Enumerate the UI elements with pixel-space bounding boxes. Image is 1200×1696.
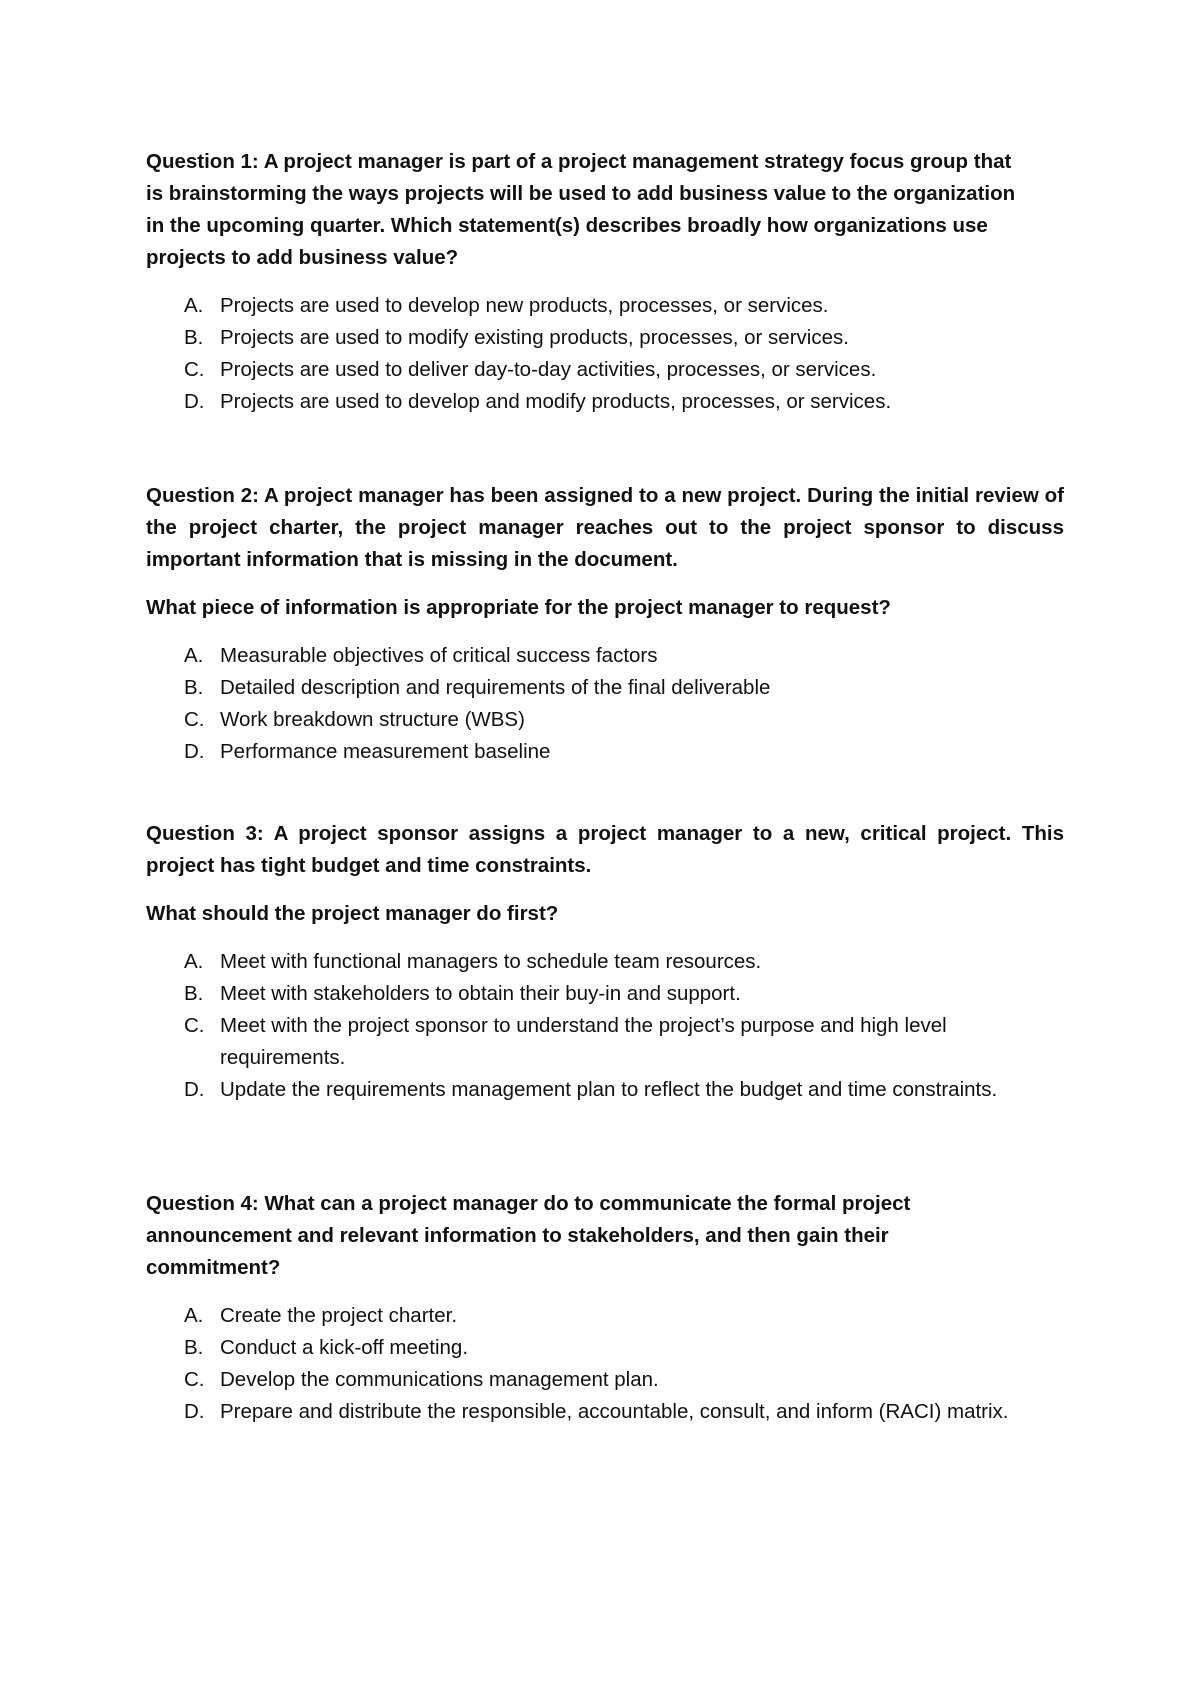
- option-text: Projects are used to develop and modify products, processes, or services.: [220, 390, 892, 413]
- option-text: Work breakdown structure (WBS): [220, 708, 525, 731]
- option-letter: A.: [184, 644, 204, 667]
- answer-option: [146, 1332, 1066, 1364]
- answer-option: [146, 978, 1066, 1010]
- option-text: Meet with functional managers to schedule team resources.: [220, 950, 762, 973]
- answer-option: [146, 1010, 1066, 1074]
- option-text: Develop the communications management plan.: [220, 1368, 659, 1391]
- answer-option: [146, 322, 1066, 354]
- option-text: Detailed description and requirements of the final deliverable: [220, 676, 771, 699]
- option-text: Projects are used to deliver day-to-day activities, processes, or services.: [220, 358, 877, 381]
- answer-options: [146, 290, 1066, 418]
- option-text: Conduct a kick-off meeting.: [220, 1336, 469, 1359]
- option-letter: A.: [184, 294, 204, 317]
- question-text: Question 1: A project manager is part of a project management strategy focus group that is brainstorming the ways projects will be used to add business value to the organization in the upcoming quarter. Which statement(s) describes broadly how organizations use projects to add business value?: [146, 150, 1016, 269]
- answer-option: [146, 290, 1066, 322]
- option-text: Performance measurement baseline: [220, 740, 551, 763]
- option-text: Update the requirements management plan to reflect the budget and time constraints.: [220, 1078, 998, 1101]
- option-letter: C.: [184, 708, 205, 731]
- option-letter: B.: [184, 982, 204, 1005]
- option-letter: A.: [184, 950, 204, 973]
- question-prompt: What piece of information is appropriate for the project manager to request?: [146, 596, 891, 619]
- question-2: [146, 480, 1066, 768]
- option-letter: B.: [184, 676, 204, 699]
- answer-option: [146, 736, 1066, 768]
- answer-option: [146, 704, 1066, 736]
- answer-options: [146, 1300, 1066, 1428]
- option-letter: C.: [184, 358, 205, 381]
- question-4: [146, 1188, 1066, 1428]
- option-text: Projects are used to modify existing products, processes, or services.: [220, 326, 849, 349]
- option-letter: D.: [184, 1078, 205, 1101]
- option-letter: A.: [184, 1304, 204, 1327]
- option-text: Prepare and distribute the responsible, accountable, consult, and inform (RACI) matrix.: [220, 1400, 1009, 1423]
- option-text: Meet with stakeholders to obtain their buy-in and support.: [220, 982, 741, 1005]
- option-letter: C.: [184, 1368, 205, 1391]
- question-3: [146, 818, 1066, 1106]
- question-text: Question 3: A project sponsor assigns a project manager to a new, critical project. This project has tight budget and time constraints.: [146, 822, 1064, 877]
- answer-option: [146, 354, 1066, 386]
- question-1: [146, 146, 1066, 418]
- option-letter: D.: [184, 1400, 205, 1423]
- option-letter: B.: [184, 1336, 204, 1359]
- answer-option: [146, 672, 1066, 704]
- answer-option: [146, 1300, 1066, 1332]
- answer-options: [146, 946, 1066, 1106]
- answer-options: [146, 640, 1066, 768]
- option-text: Meet with the project sponsor to understand the project’s purpose and high level requirements.: [220, 1014, 947, 1069]
- option-text: Measurable objectives of critical success factors: [220, 644, 658, 667]
- answer-option: [146, 640, 1066, 672]
- answer-option: [146, 1364, 1066, 1396]
- option-letter: D.: [184, 390, 205, 413]
- option-text: Create the project charter.: [220, 1304, 458, 1327]
- answer-option: [146, 1074, 1066, 1106]
- question-prompt: What should the project manager do first?: [146, 902, 559, 925]
- answer-option: [146, 946, 1066, 978]
- question-text: Question 4: What can a project manager do to communicate the formal project announcement and relevant information to stakeholders, and then gain their commitment?: [146, 1192, 911, 1279]
- option-letter: C.: [184, 1014, 205, 1037]
- answer-option: [146, 1396, 1066, 1428]
- option-letter: D.: [184, 740, 205, 763]
- option-text: Projects are used to develop new products, processes, or services.: [220, 294, 829, 317]
- answer-option: [146, 386, 1066, 418]
- question-text: Question 2: A project manager has been assigned to a new project. During the initial review of the project charter, the project manager reaches out to the project sponsor to discuss important information that is missing in the document.: [146, 484, 1064, 571]
- option-letter: B.: [184, 326, 204, 349]
